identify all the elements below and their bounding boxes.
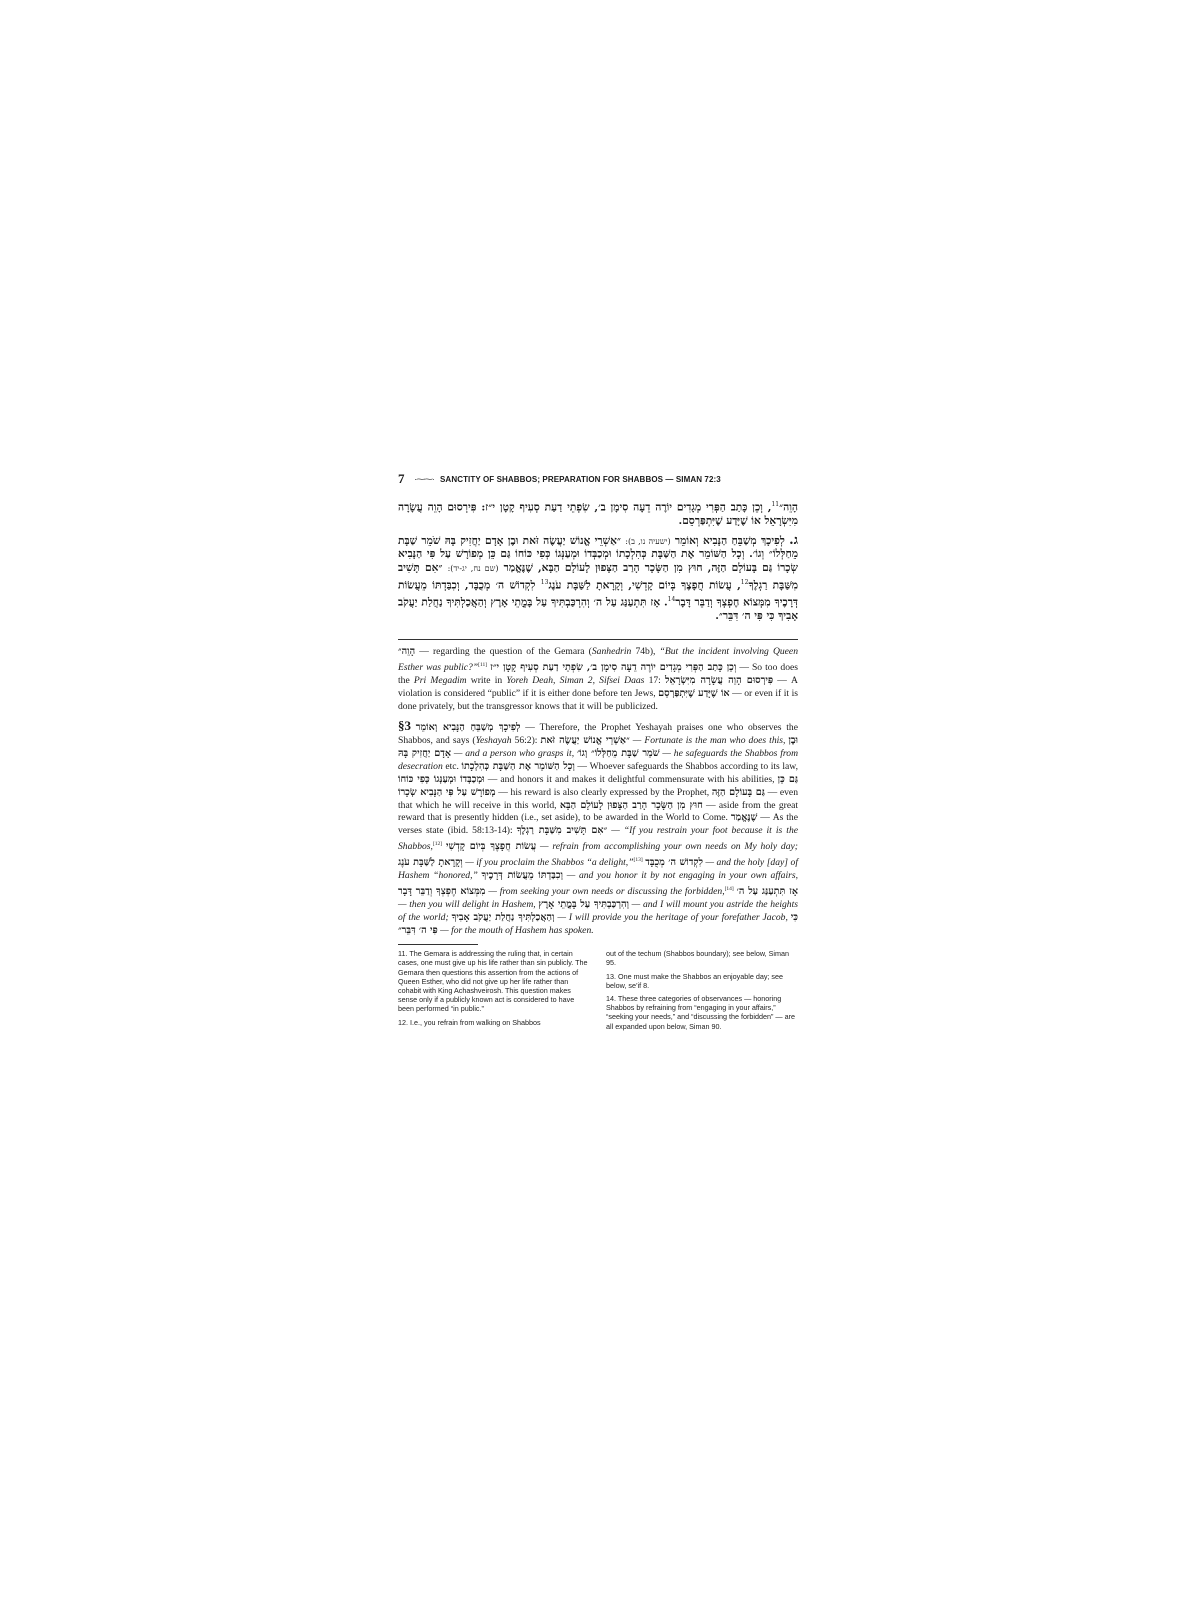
english-paragraph-2 <box>398 720 798 938</box>
english-text: — Whoever safeguards the Shabbos according to its law, <box>574 760 798 772</box>
english-italic: — and I will mount you astride the heights of the world; <box>398 899 798 924</box>
hebrew-phrase: שֹׁמֵר שַׁבָּת מֵחַלְּלוֹ״ וְגוֹ׳ <box>576 747 660 759</box>
divider <box>398 639 798 640</box>
footnote-12-end: out of the techum (Shabbos boundary); see below, Siman 95. <box>606 949 789 968</box>
english-text: — So too does the <box>398 662 798 687</box>
footnote-divider <box>398 944 478 945</box>
running-title: SANCTITY OF SHABBOS; PREPARATION FOR SHABBOS — SIMAN 72:3 <box>440 474 721 484</box>
footnote-column-right <box>606 949 798 1035</box>
footnote-12-start: 12. I.e., you refrain from walking on Shabbos <box>398 1017 541 1027</box>
hebrew-phrase: לְפִיכָךְ מְשַׁבֵּחַ הַנָּבִיא וְאוֹמֵר <box>415 722 521 734</box>
ornament-icon: ·⁓⁓· <box>414 473 434 484</box>
footnote-ref: [12] <box>432 841 443 848</box>
hebrew-phrase: וְהִרְכַּבְתִּיךָ עַל בָּמֳתֵי אָרֶץ <box>538 899 629 911</box>
hebrew-phrase: וְכָל הַשּׁוֹמֵר אֶת הַשַּׁבָּת כְּהִלְכָתוֹ <box>461 760 575 772</box>
hebrew-phrase: גַּם כֵּן מְפוֹרָשׁ עַל פִּי הַנָּבִיא שְׂכָרוֹ <box>398 773 798 798</box>
english-italic: — and a person who grasps it, <box>451 747 577 759</box>
hebrew-phrase: לִקְדוֹשׁ ה׳ מְכֻבָּד <box>645 857 703 869</box>
running-header <box>398 470 798 488</box>
footnote-ref: [11] <box>478 662 488 669</box>
hebrew-phrase: וְכִבַּדְתּוֹ מֵעֲשׂוֹת דְּרָכֶיךָ <box>481 870 563 882</box>
english-text: — As the verses state (ibid. 58:13-14): <box>398 812 798 837</box>
hebrew-text-span: לִקְדוֹשׁ ה׳ מְכֻבָּד, וְכִבַּדְתּוֹ מֵעֲשׂוֹת דְּרָכֶיךָ מִמְּצוֹא חֶפְצְךָ וְדַבֵּר דָּבָר <box>398 579 798 609</box>
english-text: write in <box>466 675 507 687</box>
english-text: — aside from the great reward that is presently hidden (i.e., set aside), to be awarded in the World to Come. <box>398 799 799 824</box>
hebrew-phrase: וּמְכַבְּדוֹ וּמְעַנְּגוֹ כְּפִי כּוֹחוֹ <box>398 773 485 785</box>
footnote-column-left <box>398 949 590 1035</box>
book-page <box>398 470 798 1035</box>
english-text: — regarding the question of the Gemara ( <box>415 646 592 658</box>
footnote-ref: 13 <box>540 578 549 586</box>
english-italic: — he safeguards the Shabbos from desecration <box>398 747 798 772</box>
hebrew-phrase: וְכֵן כָּתַב הַפְּרִי מְגָדִים יוֹרֶה דֵעָה סִימָן ב׳, שִׂפְתֵי דַעַת סְעִיף קָטָן י״ז <box>490 662 737 674</box>
english-text: — or even if it is done privately, but the transgressor knows that it will be publicized. <box>398 688 798 713</box>
hebrew-paragraph-1 <box>398 498 798 529</box>
hebrew-phrase: וְקָרָאתָ לַשַּׁבָּת עֹנֶג <box>398 857 463 869</box>
english-paragraph-1 <box>398 646 798 714</box>
hebrew-phrase: אָז תִּתְעַנַּג עַל ה׳ <box>736 886 798 898</box>
english-italic: — for the mouth of Hashem has spoken. <box>437 925 594 937</box>
hebrew-phrase: חוּץ מִן הַשָּׂכָר הָרַב הַצָּפוּן לָעוֹלָם הַבָּא <box>559 799 703 811</box>
english-italic: Sanhedrin <box>591 646 632 658</box>
english-italic: Yoreh Deah, Siman 2, Sifsei Daas <box>506 675 645 687</box>
english-text: — even that which he will receive in this world, <box>398 786 798 811</box>
source-citation: (שם נח, יג-יד): <box>447 563 499 573</box>
page-number: 7 <box>398 471 405 486</box>
footnote-ref: [13] <box>633 857 643 864</box>
english-text: 17: <box>644 675 666 687</box>
english-text: 74b), <box>631 646 660 658</box>
english-italic: — if you proclaim the Shabbos “a delight,” <box>462 857 634 869</box>
english-italic: — from seeking your own needs or discussing the forbidden, <box>485 886 725 898</box>
hebrew-phrase: מִמְּצוֹא חֶפְצְךָ וְדַבֵּר דָּבָר <box>398 886 486 898</box>
hebrew-phrase: עֲשׂוֹת חֲפָצֶךָ בְּיוֹם קָדְשִׁי <box>445 841 537 853</box>
hebrew-paragraph-2 <box>398 534 798 624</box>
english-italic: Yeshayah <box>475 734 512 746</box>
hebrew-text-span: ״אַשְׁרֵי אֱנוֹשׁ יַעֲשֶׂה זֹּאת וּבֶן אָדָם יַחֲזִיק בָּהּ שֹׁמֵר שַׁבָּת מֵחַלְּלוֹ״ וְגוֹ׳. וְכָל הַשּׁוֹמֵר אֶת הַשַּׁבָּת כְּהִלְכָתוֹ וּמְכַבְּדוֹ וּמְעַנְּגוֹ כְּפִי כּוֹחוֹ גַּם כֵּן מְפוֹרָשׁ עַל פִּי הַנָּבִיא שְׂכָרוֹ גַּם בָּעוֹלָם הַזֶּה, חוּץ מִן הַשָּׂכָר הָרַב הַצָּפוּן לָעוֹלָם הַבָּא, שֶׁנֶּאֱמַר <box>398 534 798 574</box>
english-italic: — “If you restrain your foot because it is the Shabbos, <box>398 825 798 853</box>
english-italic: “But the incident involving Queen Esther was public?” <box>398 646 798 674</box>
english-italic: — refrain from accomplishing your own needs on My holy day; <box>536 841 798 853</box>
footnote-11: 11. The Gemara is addressing the ruling that, in certain cases, one must give up his life rather than sin publicly. The Gemara then questions this assertion from the actions of Queen Esther, who did not give up her life rather than cohabit with King Achashveirosh. This question makes sense only if a publicly known act is considered to have been performed “in public.” <box>398 949 588 1014</box>
section-letter: ג. <box>789 532 798 548</box>
hebrew-phrase: ״אַשְׁרֵי אֱנוֹשׁ יַעֲשֶׂה זֹּאת <box>540 734 630 746</box>
english-text: etc. <box>442 760 462 772</box>
english-text: — A violation is considered “public” if it is either done before ten Jews, <box>398 675 798 700</box>
footnotes <box>398 949 798 1035</box>
hebrew-phrase: וְהַאֲכַלְתִּיךָ נַחֲלַת יַעֲקֹב אָבִיךָ <box>451 912 555 924</box>
hebrew-phrase: הָוֵה״ <box>398 646 416 658</box>
hebrew-text-span: , עֲשׂוֹת חֲפָצֶךָ בְּיוֹם קָדְשִׁי, וְקָרָאתָ לַשַּׁבָּת עֹנֶג <box>548 579 741 592</box>
footnote-ref: 11 <box>771 501 780 508</box>
hebrew-phrase: גַּם בָּעוֹלָם הַזֶּה <box>711 786 765 798</box>
footnote-14: 14. These three categories of observances — honoring Shabbos by refraining from “engaging in your affairs,” “seeking your needs,” and “discussing the forbidden” — are all expanded upon below, Siman 90. <box>606 993 795 1031</box>
hebrew-text-span: לְפִיכָךְ מְשַׁבֵּחַ הַנָּבִיא וְאוֹמֵר <box>670 534 790 547</box>
hebrew-text <box>398 498 798 623</box>
hebrew-phrase: שֶׁנֶּאֱמַר <box>730 812 758 824</box>
english-text: 56:2): <box>511 734 541 746</box>
section-mark: §3 <box>398 718 411 734</box>
hebrew-phrase: ״אִם תָּשִׁיב מִשַּׁבָּת רַגְלֶךָ <box>516 825 608 837</box>
english-italic: — I will provide you the heritage of your forefather Jacob, <box>554 912 791 924</box>
footnote-ref: 12 <box>740 578 749 586</box>
hebrew-phrase: פִּירְסוּם הָוֵה עֲשָׂרָה מִיִּשְׂרָאֵל <box>665 675 774 687</box>
hebrew-phrase: כִּי פִּי ה׳ דִּבֵּר״ <box>398 912 799 937</box>
english-italic: — Fortunate is the man who does this, <box>629 734 789 746</box>
hebrew-text-span: ״אִם תָּשִׁיב מִשַּׁבָּת רַגְלֶךָ <box>398 561 798 592</box>
english-italic: — and you honor it by not engaging in your own affairs, <box>563 870 799 882</box>
hebrew-text-span: . אָז תִּתְעַנַּג עַל ה׳ וְהִרְכַּבְתִּיךָ עַל בָּמֳתֵי אָרֶץ וְהַאֲכַלְתִּיךָ נַחֲלַת יַעֲקֹב אָבִיךָ כִּי פִּי ה׳ דִּבֵּר״. <box>398 596 798 622</box>
hebrew-phrase: אוֹ שֶׁיָּדַע שֶׁיִּתְפַּרְסֵם <box>658 688 730 700</box>
hebrew-text-span: הָוֵה״ <box>779 501 798 514</box>
source-citation: (ישעיה נו, ב): <box>625 536 671 546</box>
hebrew-phrase: וּבֶן אָדָם יַחֲזִיק בָּהּ <box>398 734 798 759</box>
english-italic: — and the holy [day] of Hashem “honored,” <box>398 857 798 882</box>
footnote-ref: 14 <box>667 595 676 603</box>
english-text: — his reward is also clearly expressed by the Prophet, <box>495 786 712 798</box>
english-text: — and honors it and makes it delightful commensurate with his abilities, <box>484 773 778 785</box>
footnote-ref: [14] <box>724 886 734 893</box>
english-text: — Therefore, the Prophet Yeshayah praises one who observes the Shabbos, and says ( <box>398 722 798 746</box>
english-italic: Pri Megadim <box>413 675 467 687</box>
hebrew-text-span: , וְכֵן כָּתַב הַפְּרִי מְגָדִים יוֹרֶה דֵעָה סִימָן ב׳, שִׂפְתֵי דַעַת סְעִיף קָטָן י״ז: פִּירְסוּם הָוֵה עֲשָׂרָה מִיִּשְׂרָאֵל אוֹ שֶׁיָּדַע שֶׁיִּתְפַּרְסֵם. <box>398 501 798 528</box>
english-italic: — then you will delight in Hashem, <box>398 899 539 911</box>
footnote-13: 13. One must make the Shabbos an enjoyable day; see below, se’if 8. <box>606 971 784 990</box>
